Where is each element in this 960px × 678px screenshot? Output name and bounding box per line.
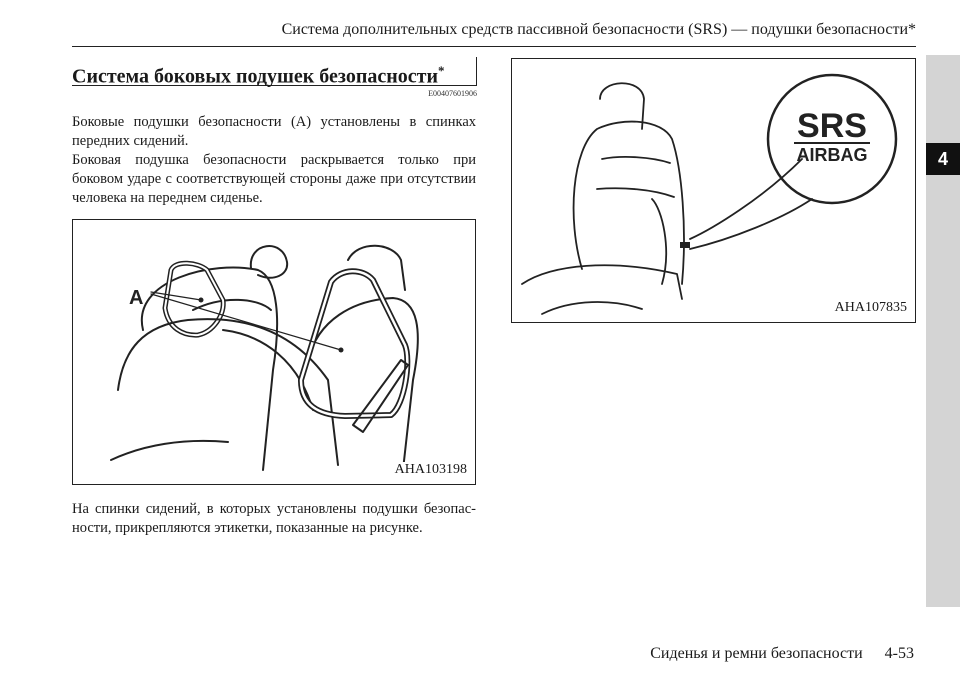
seats-illustration xyxy=(73,220,475,484)
footer-chapter: Сиденья и ремни безопасности xyxy=(650,645,863,662)
chapter-tab: 4 xyxy=(926,143,960,175)
figure-airbag-label xyxy=(511,58,916,323)
page-footer xyxy=(650,645,914,663)
label-srs: SRS xyxy=(797,107,867,145)
seat-label-illustration xyxy=(512,59,915,322)
label-airbag: AIRBAG xyxy=(796,145,868,165)
section-title-text: Система боковых подушек безопасности xyxy=(72,65,438,88)
paragraph-intro: Боковые подушки безопасности (А) установлены в спинках передних сидений. xyxy=(72,114,476,149)
side-strip xyxy=(926,55,960,607)
paragraph-deploy: Боковая подушка безопасности раскрывается только при боковом ударе с соответствующей стороны даже при отсутствии человека на переднем сиденье. xyxy=(72,152,476,206)
footer-page-number: 4-53 xyxy=(884,645,914,662)
figure-seats xyxy=(72,219,476,485)
figure2-code: AHA107835 xyxy=(834,300,907,315)
section-code: E00407601906 xyxy=(428,89,477,98)
figure1-code: AHA103198 xyxy=(394,462,467,477)
callout-a: A xyxy=(129,287,144,309)
paragraph-labels: На спинки сидений, в которых установлены подушки безопас-ности, прикрепляются этикетки, показанные на рисунке. xyxy=(72,501,476,536)
page-header-title: Система дополнительных средств пассивной безопасности (SRS) — подушки безопасности* xyxy=(281,21,916,38)
header-rule xyxy=(72,46,916,47)
section-title-mark: * xyxy=(437,63,445,78)
section-title xyxy=(72,57,477,86)
